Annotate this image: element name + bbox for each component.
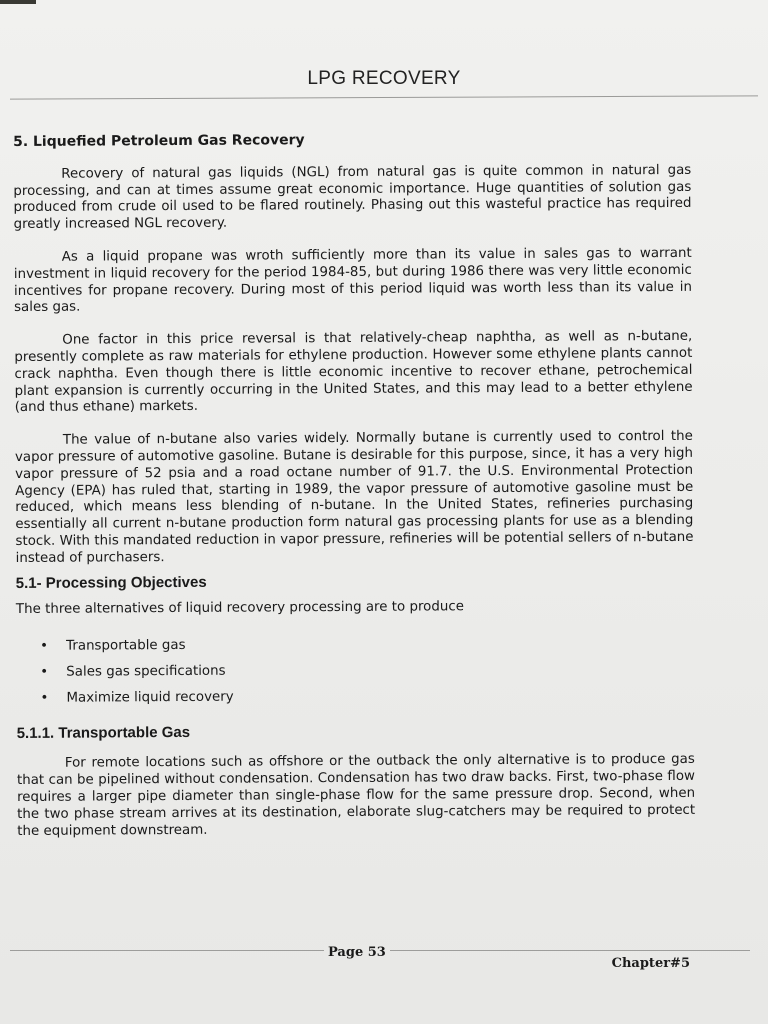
header-divider [10, 95, 758, 99]
paragraph-ngl-recovery: Recovery of natural gas liquids (NGL) from natural gas is quite common in natural gas processing, and can at times assume great economic importance. Huge quantities of solution gas produced from crude oil used to be flared routinely. Phasing out this wasteful practice has required greatly increased NGL recovery. [13, 162, 692, 233]
objectives-list [16, 635, 694, 708]
paragraph-price-reversal: One factor in this price reversal is that relatively-cheap naphtha, as well as n-butane, presently complete as raw materials for ethylene production. However some ethylene plants cannot crack naphtha. Even though there is little economic incentive to recover ethane, petrochemical plant expansion is currently occurring in the United States, and this may lead to a better ethylene (and thus ethane) markets. [14, 329, 693, 416]
subsection-intro: The three alternatives of liquid recovery processing are to produce [15, 599, 464, 618]
list-item: • Transportable gas [40, 635, 694, 656]
scan-corner-mark [0, 0, 36, 4]
list-item: • Maximize liquid recovery [40, 687, 694, 708]
subsubsection-heading: 5.1.1. Transportable Gas [16, 723, 191, 742]
page-number: Page 53 [324, 945, 390, 960]
chapter-label: Chapter#5 [611, 956, 690, 971]
paragraph-propane: As a liquid propane was wroth sufficiently more than its value in sales gas to warrant investment in liquid recovery for the period 1984-85, but during 1986 there was very little economic incentives for propane recovery. During most of this period liquid was worth less than its value in sales gas. [13, 245, 692, 316]
page-header-title: LPG RECOVERY [307, 68, 461, 89]
section-heading: 5. Liquefied Petroleum Gas Recovery [13, 132, 305, 150]
list-item: • Sales gas specifications [40, 661, 694, 682]
paragraph-n-butane: The value of n-butane also varies widely. Normally butane is currently used to control the vapor pressure of automotive gasoline. Butane is desirable for this purpose, since, it has a very high vapor pressure of 52 psia and a road octane number of 91.7. the U.S. Environmental Protection Agency (EPA) has ruled that, starting in 1989, the vapor pressure of automotive gasoline must be reduced, which means less blending of n-butane. In the United States, refineries purchasing essentially all current n-butane production form natural gas processing plants for use as a blending stock. With this mandated reduction in vapor pressure, refineries will be potential sellers of n-butane instead of purchasers. [14, 429, 694, 566]
paragraph-transportable-gas: For remote locations such as offshore or the outback the only alternative is to produce gas that can be pipelined without condensation. Condensation has two draw backs. First, two-phase flow requires a larger pipe diameter than single-phase flow for the same pressure drop. Second, when the two phase stream arrives at its destination, elaborate slug-catchers may be required to protect the equipment downstream. [16, 752, 696, 839]
page-content [13, 130, 695, 856]
subsection-heading: 5.1- Processing Objectives [15, 573, 207, 592]
